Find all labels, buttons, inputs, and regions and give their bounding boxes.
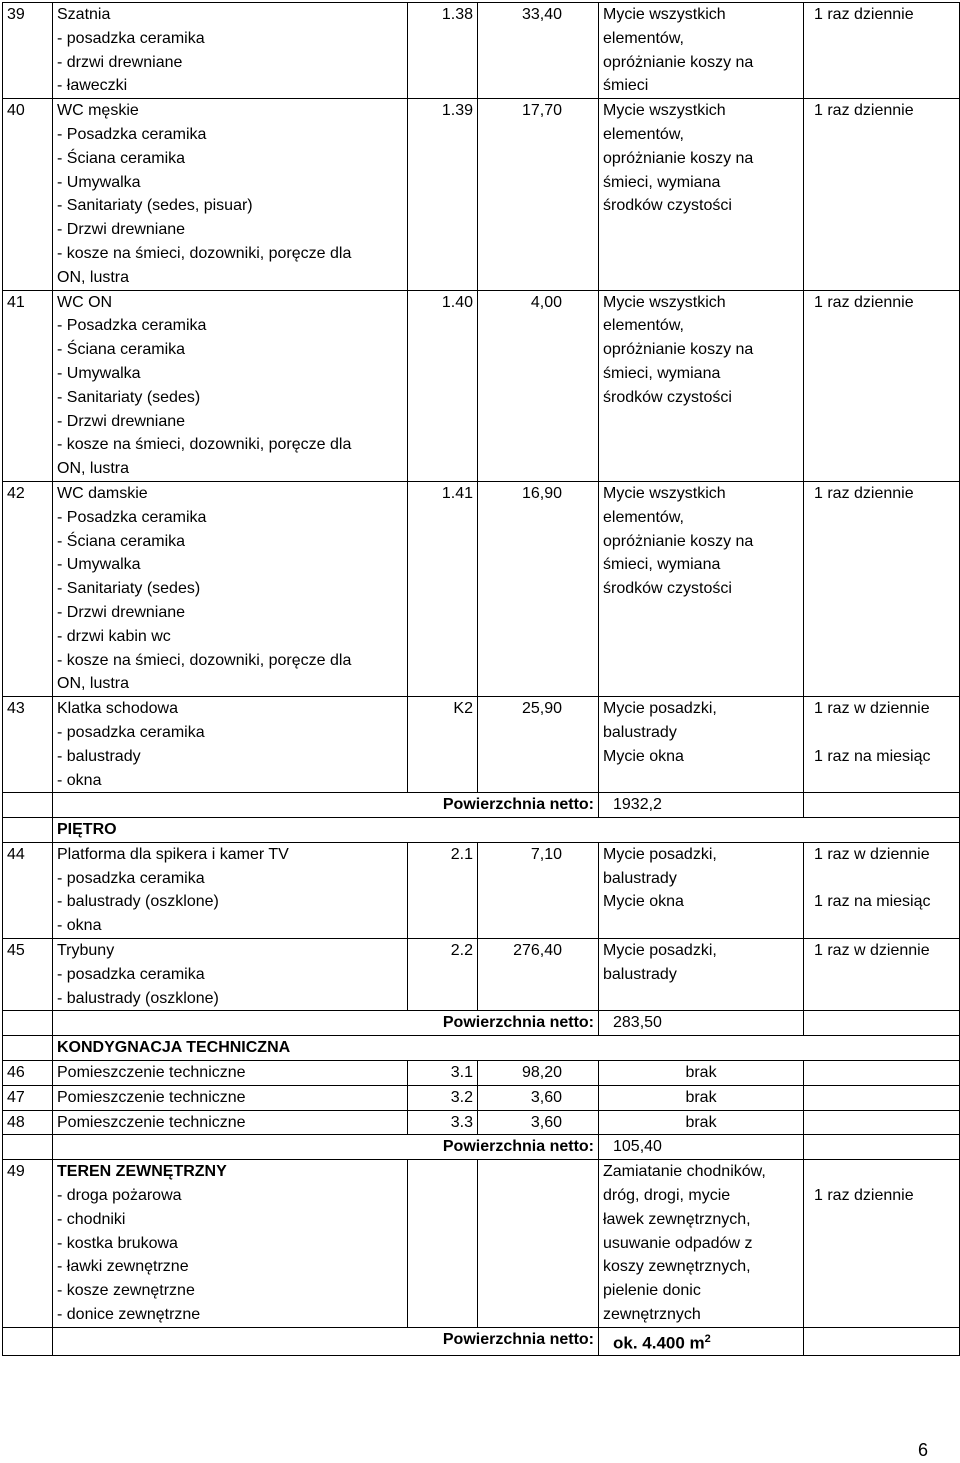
row-number: 49 [3, 1160, 53, 1328]
cleaning-frequency [804, 697, 960, 793]
cleaning-activity-line: śmieci [603, 77, 649, 95]
cleaning-frequency-line: 1 raz na miesiąc [814, 747, 931, 765]
room-description-line: - Sanitariaty (sedes) [57, 580, 201, 598]
room-description-line: - chodniki [57, 1210, 126, 1228]
room-description-line: - Umywalka [57, 173, 141, 191]
cleaning-activity-line: zewnętrznych [603, 1306, 701, 1324]
room-code: 3.2 [408, 1085, 478, 1110]
table-row [3, 939, 960, 1011]
cleaning-activity [599, 697, 804, 793]
room-description [53, 481, 408, 696]
subtotal-label: Powierzchnia netto: [53, 1135, 599, 1160]
room-description-line: - Ściana ceramika [57, 341, 186, 359]
cleaning-activity-line: Mycie posadzki, [603, 700, 717, 718]
table-row [3, 697, 960, 793]
cleaning-frequency-line: 1 raz na miesiąc [814, 893, 931, 911]
empty-cell [3, 793, 53, 818]
cleaning-activity-line: opróżnianie koszy na [603, 532, 754, 550]
row-number: 46 [3, 1061, 53, 1086]
room-description-line: - Ściana ceramika [57, 149, 186, 167]
room-code: 1.41 [408, 481, 478, 696]
room-area: 33,40 [478, 3, 599, 99]
room-description-line: - ławki zewnętrzne [57, 1258, 189, 1276]
room-description-line: - kosze na śmieci, dozowniki, poręcze dla [57, 436, 352, 454]
room-description [53, 939, 408, 1011]
cleaning-frequency-line: 1 raz w dziennie [814, 700, 930, 718]
total-value [599, 1327, 804, 1355]
cleaning-activity-line: ławek zewnętrznych, [603, 1210, 751, 1228]
cleaning-activity-line: usuwanie odpadów z [603, 1234, 753, 1252]
table-row [3, 3, 960, 99]
row-number: 42 [3, 481, 53, 696]
cleaning-activity-line: Mycie wszystkich [603, 293, 726, 311]
room-description-line: ON, lustra [57, 268, 130, 286]
cleaning-activity-line: pielenie donic [603, 1282, 701, 1300]
cleaning-frequency-line [814, 721, 955, 745]
room-description-line: - Umywalka [57, 364, 141, 382]
empty-cell [804, 1135, 960, 1160]
room-description-line: - droga pożarowa [57, 1187, 182, 1205]
empty-cell [804, 1011, 960, 1036]
table-row [3, 1110, 960, 1135]
cleaning-activity-line: Mycie posadzki, [603, 845, 717, 863]
cleaning-activity [599, 99, 804, 290]
room-name: Pomieszczenie techniczne [53, 1110, 408, 1135]
room-description-line: - Ściana ceramika [57, 532, 186, 550]
cleaning-activity-line: Mycie okna [603, 747, 684, 765]
cleaning-frequency [804, 1061, 960, 1086]
room-description-line: - okna [57, 917, 102, 935]
total-unit-superscript: 2 [704, 1332, 711, 1345]
room-code [408, 1160, 478, 1328]
cleaning-frequency-line: 1 raz dziennie [814, 484, 914, 502]
room-code: 2.2 [408, 939, 478, 1011]
empty-cell [3, 818, 53, 843]
total-value-text: ok. 4.400 m [613, 1333, 705, 1353]
room-description-line: - drzwi drewniane [57, 53, 183, 71]
cleaning-activity-line: Mycie posadzki, [603, 942, 717, 960]
cleaning-activity-line: balustrady [603, 869, 677, 887]
section-title: KONDYGNACJA TECHNICZNA [53, 1036, 960, 1061]
room-description-line: - posadzka ceramika [57, 723, 205, 741]
row-number: 41 [3, 290, 53, 481]
cleaning-activity-line: elementów, [603, 125, 684, 143]
cleaning-activity-line: elementów, [603, 508, 684, 526]
cleaning-activity [599, 3, 804, 99]
cleaning-frequency [804, 481, 960, 696]
room-area: 16,90 [478, 481, 599, 696]
cleaning-activity [599, 842, 804, 938]
row-number: 43 [3, 697, 53, 793]
cleaning-activity [599, 481, 804, 696]
cleaning-activity-line: Zamiatanie chodników, [603, 1163, 766, 1181]
room-description-line: ON, lustra [57, 460, 130, 478]
cleaning-frequency-line: 1 raz dziennie [814, 102, 914, 120]
room-name: Pomieszczenie techniczne [53, 1085, 408, 1110]
empty-cell [804, 793, 960, 818]
total-row [3, 1327, 960, 1355]
cleaning-activity [599, 939, 804, 1011]
table-body [3, 3, 960, 1356]
total-label: Powierzchnia netto: [53, 1327, 599, 1355]
room-description [53, 3, 408, 99]
cleaning-frequency [804, 99, 960, 290]
room-description-line: Klatka schodowa [57, 700, 178, 718]
room-description-line: Platforma dla spikera i kamer TV [57, 845, 289, 863]
subtotal-label: Powierzchnia netto: [53, 793, 599, 818]
cleaning-activity-line: środków czystości [603, 388, 732, 406]
cleaning-activity-line: Mycie okna [603, 893, 684, 911]
cleaning-activity-line: opróżnianie koszy na [603, 53, 754, 71]
subtotal-label: Powierzchnia netto: [53, 1011, 599, 1036]
room-description-line: - Sanitariaty (sedes) [57, 388, 201, 406]
room-name: Pomieszczenie techniczne [53, 1061, 408, 1086]
room-description [53, 99, 408, 290]
table-row [3, 99, 960, 290]
subtotal-value: 105,40 [599, 1135, 804, 1160]
room-area: 7,10 [478, 842, 599, 938]
room-description-line: WC damskie [57, 484, 148, 502]
room-area: 25,90 [478, 697, 599, 793]
room-area: 3,60 [478, 1085, 599, 1110]
cleaning-activity-line: środków czystości [603, 197, 732, 215]
room-description-line: - balustrady (oszklone) [57, 989, 219, 1007]
table-row [3, 481, 960, 696]
room-description-line: - posadzka ceramika [57, 869, 205, 887]
cleaning-frequency [804, 939, 960, 1011]
room-description-line: - kosze na śmieci, dozowniki, poręcze dla [57, 244, 352, 262]
cleaning-frequency [804, 1085, 960, 1110]
room-description [53, 842, 408, 938]
empty-cell [3, 1327, 53, 1355]
cleaning-frequency-line: 1 raz dziennie [814, 1187, 914, 1205]
cleaning-activity-line: dróg, drogi, mycie [603, 1187, 731, 1205]
room-area: 4,00 [478, 290, 599, 481]
cleaning-activity-line: opróżnianie koszy na [603, 149, 754, 167]
subtotal-value: 283,50 [599, 1011, 804, 1036]
room-code: K2 [408, 697, 478, 793]
row-number: 44 [3, 842, 53, 938]
cleaning-activity-line: Mycie wszystkich [603, 102, 726, 120]
cleaning-activity-line: balustrady [603, 723, 677, 741]
table-row [3, 842, 960, 938]
room-description-line: ON, lustra [57, 675, 130, 693]
cleaning-activity: brak [599, 1110, 804, 1135]
room-description [53, 290, 408, 481]
cleaning-frequency [804, 1110, 960, 1135]
cleaning-frequency-line: 1 raz w dziennie [814, 845, 930, 863]
cleaning-schedule-table [2, 2, 960, 1356]
subtotal-row [3, 793, 960, 818]
room-description-line: - Drzwi drewniane [57, 221, 186, 239]
empty-cell [3, 1135, 53, 1160]
room-description-line: - Posadzka ceramika [57, 125, 207, 143]
cleaning-frequency-line: 1 raz w dziennie [814, 942, 930, 960]
row-number: 39 [3, 3, 53, 99]
cleaning-activity-line: balustrady [603, 965, 677, 983]
room-description-line: - donice zewnętrzne [57, 1306, 201, 1324]
row-number: 40 [3, 99, 53, 290]
room-code: 1.38 [408, 3, 478, 99]
empty-cell [3, 1011, 53, 1036]
table-row [3, 1061, 960, 1086]
cleaning-activity [599, 1160, 804, 1328]
subtotal-value: 1932,2 [599, 793, 804, 818]
room-code: 1.40 [408, 290, 478, 481]
room-code: 2.1 [408, 842, 478, 938]
cleaning-activity: brak [599, 1061, 804, 1086]
room-description-line: - Posadzka ceramika [57, 508, 207, 526]
cleaning-activity [599, 290, 804, 481]
cleaning-activity-line: Mycie wszystkich [603, 484, 726, 502]
room-area: 98,20 [478, 1061, 599, 1086]
cleaning-frequency-line: 1 raz dziennie [814, 293, 914, 311]
cleaning-activity: brak [599, 1085, 804, 1110]
cleaning-frequency [804, 290, 960, 481]
room-description [53, 697, 408, 793]
room-description-line: - ławeczki [57, 77, 128, 95]
empty-cell [3, 1036, 53, 1061]
room-description-line: - posadzka ceramika [57, 29, 205, 47]
room-description-line: - okna [57, 771, 102, 789]
table-row [3, 290, 960, 481]
room-description-line: WC ON [57, 293, 113, 311]
room-area: 17,70 [478, 99, 599, 290]
row-number: 45 [3, 939, 53, 1011]
room-area [478, 1160, 599, 1328]
page-number: 6 [918, 1440, 929, 1460]
room-description-line: Szatnia [57, 6, 111, 23]
room-description-line: - balustrady (oszklone) [57, 893, 219, 911]
cleaning-activity-line: śmieci, wymiana [603, 173, 721, 191]
section-header-row [3, 1036, 960, 1061]
room-description-line: - kostka brukowa [57, 1234, 178, 1252]
cleaning-activity-line: elementów, [603, 317, 684, 335]
cleaning-activity-line: Mycie wszystkich [603, 6, 726, 23]
room-description-line: Trybuny [57, 942, 115, 960]
cleaning-frequency-line: 1 raz dziennie [814, 6, 914, 23]
room-description-line: TEREN ZEWNĘTRZNY [57, 1163, 227, 1181]
table-row [3, 1160, 960, 1328]
room-description-line: - Drzwi drewniane [57, 603, 186, 621]
room-code: 3.1 [408, 1061, 478, 1086]
section-title: PIĘTRO [53, 818, 960, 843]
cleaning-frequency [804, 1160, 960, 1328]
cleaning-frequency [804, 842, 960, 938]
room-description-line: - drzwi kabin wc [57, 627, 171, 645]
cleaning-activity-line: opróżnianie koszy na [603, 341, 754, 359]
room-description-line: WC męskie [57, 102, 139, 120]
cleaning-activity-line: koszy zewnętrznych, [603, 1258, 751, 1276]
section-header-row [3, 818, 960, 843]
room-area: 276,40 [478, 939, 599, 1011]
subtotal-row [3, 1135, 960, 1160]
room-description [53, 1160, 408, 1328]
room-description-line: - kosze zewnętrzne [57, 1282, 195, 1300]
room-description-line: - Posadzka ceramika [57, 317, 207, 335]
subtotal-row [3, 1011, 960, 1036]
room-description-line: - kosze na śmieci, dozowniki, poręcze dla [57, 651, 352, 669]
room-code: 1.39 [408, 99, 478, 290]
cleaning-frequency-line [814, 1160, 955, 1184]
room-description-line: - balustrady [57, 747, 141, 765]
room-area: 3,60 [478, 1110, 599, 1135]
cleaning-activity-line: środków czystości [603, 580, 732, 598]
room-description-line: - Sanitariaty (sedes, pisuar) [57, 197, 253, 215]
empty-cell [804, 1327, 960, 1355]
cleaning-activity-line: śmieci, wymiana [603, 556, 721, 574]
room-description-line: - posadzka ceramika [57, 965, 205, 983]
row-number: 47 [3, 1085, 53, 1110]
room-description-line: - Drzwi drewniane [57, 412, 186, 430]
room-code: 3.3 [408, 1110, 478, 1135]
cleaning-frequency [804, 3, 960, 99]
cleaning-activity-line: śmieci, wymiana [603, 364, 721, 382]
table-row [3, 1085, 960, 1110]
cleaning-frequency-line [814, 867, 955, 891]
room-description-line: - Umywalka [57, 556, 141, 574]
cleaning-activity-line: elementów, [603, 29, 684, 47]
row-number: 48 [3, 1110, 53, 1135]
